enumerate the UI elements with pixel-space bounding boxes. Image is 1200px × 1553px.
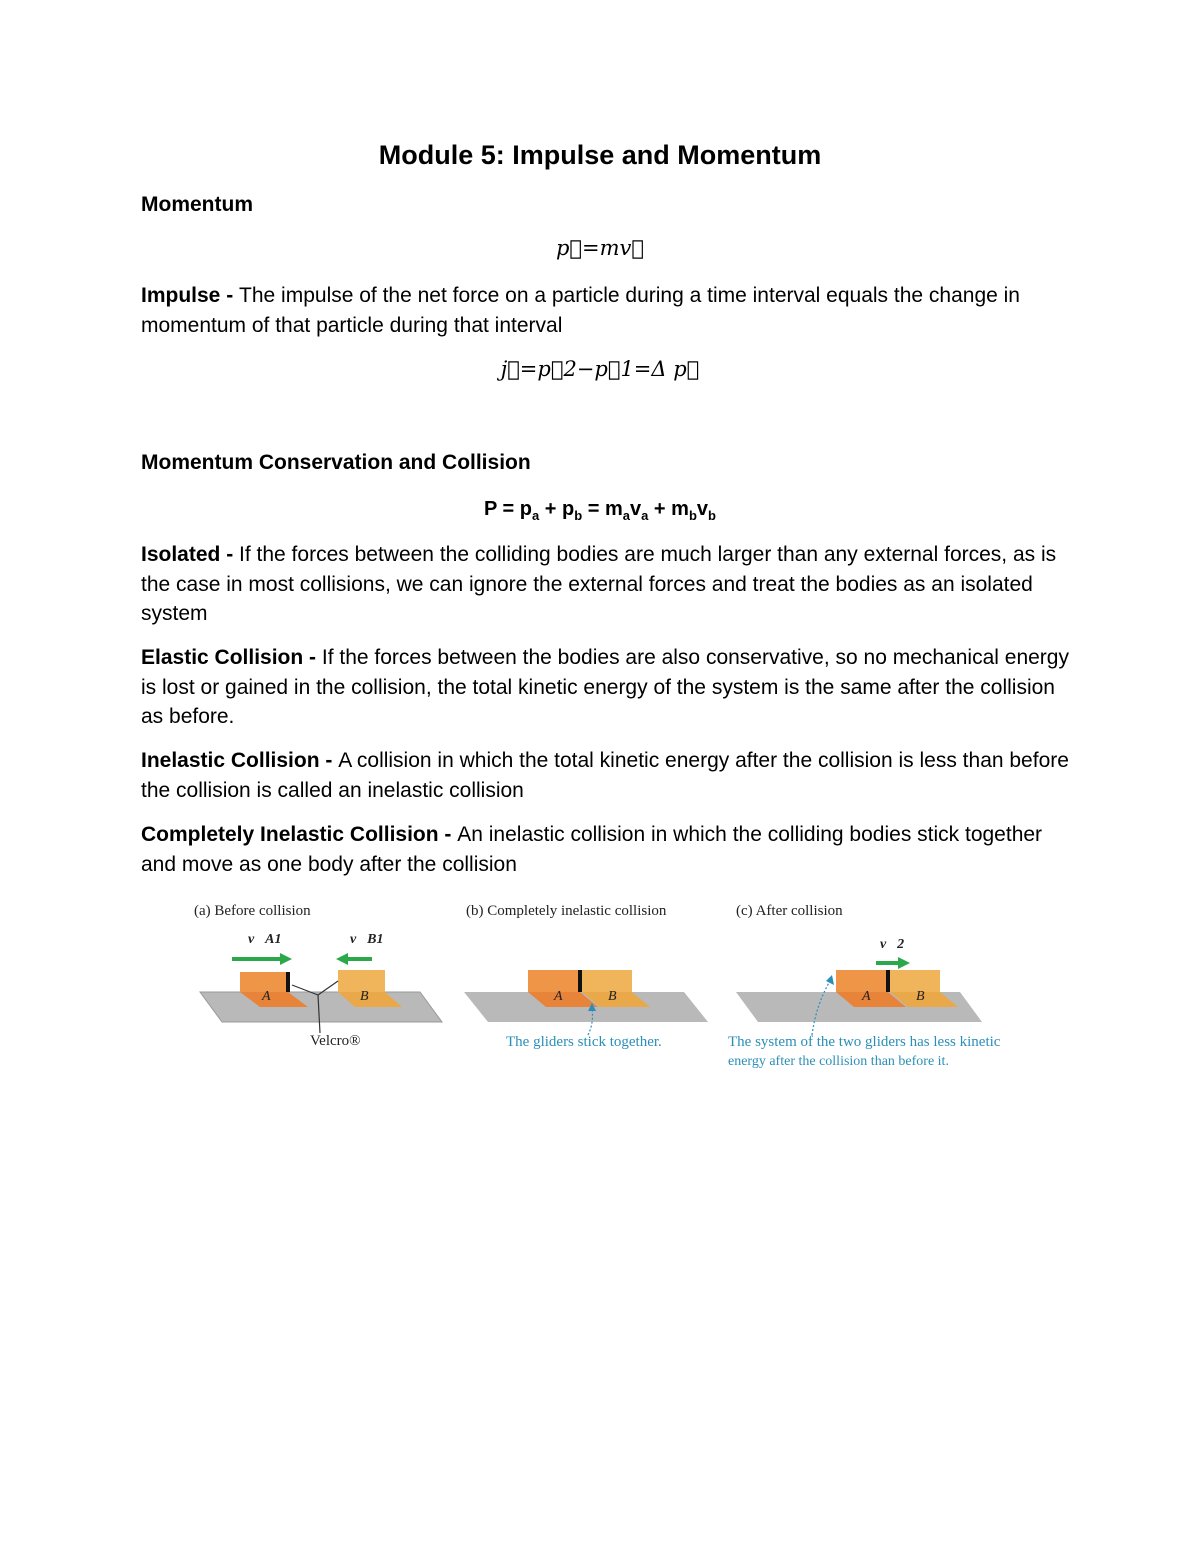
elastic-term: Elastic Collision - <box>141 646 322 669</box>
collision-figure <box>180 895 1040 1075</box>
glider-b-label: B <box>608 989 617 1004</box>
impulse-paragraph <box>141 281 1071 340</box>
isolated-paragraph <box>141 540 1071 629</box>
panel-completely-inelastic <box>464 895 724 1075</box>
glider-a-label: A <box>862 989 871 1004</box>
glider-a-label: A <box>262 989 271 1004</box>
impulse-text: The impulse of the net force on a particle during a time interval equals the change in momentum of that particle during that interval <box>141 284 1020 337</box>
elastic-text: If the forces between the bodies are also conservative, so no mechanical energy is lost or gained in the collision, the total kinetic energy of the system is the same after the collision as before. <box>141 646 1069 728</box>
isolated-term: Isolated - <box>141 543 240 566</box>
completely-inelastic-paragraph <box>141 820 1071 879</box>
panel-after-collision <box>728 895 1040 1075</box>
panel-c-caption-line2: energy after the collision than before it. <box>728 1054 949 1069</box>
isolated-text: If the forces between the colliding bodies are much larger than any external forces, as is the case in most collisions, we can ignore the external forces and treat the bodies as an isolated system <box>141 543 1057 625</box>
panel-before-collision <box>180 895 450 1075</box>
inelastic-paragraph <box>141 746 1071 805</box>
v2-label: v⃗2 <box>880 937 905 952</box>
panel-c-label: (c) After collision <box>736 903 843 919</box>
elastic-paragraph <box>141 643 1071 732</box>
page-title: Module 5: Impulse and Momentum <box>378 140 822 170</box>
momentum-heading: Momentum <box>141 193 253 216</box>
track <box>200 992 442 1022</box>
panel-a-label: (a) Before collision <box>194 903 311 919</box>
glider-b-label: B <box>360 989 369 1004</box>
velcro-label: Velcro® <box>310 1033 361 1049</box>
completely-inelastic-term: Completely Inelastic Collision - <box>141 823 458 846</box>
glider-b-label: B <box>916 989 925 1004</box>
velcro-pad <box>286 972 290 992</box>
conservation-heading: Momentum Conservation and Collision <box>141 451 531 474</box>
panel-c-caption-line1: The system of the two gliders has less kinetic <box>728 1034 1001 1050</box>
inelastic-term: Inelastic Collision - <box>141 749 339 772</box>
va1-label: v⃗A1 <box>248 932 282 947</box>
impulse-formula: j⃗=p⃗2−p⃗1=Δ p⃗ <box>500 357 700 381</box>
inelastic-text: A collision in which the total kinetic energy after the collision is less than before the collision is called an inelastic collision <box>141 749 1069 802</box>
completely-inelastic-text: An inelastic collision in which the colliding bodies stick together and move as one body after the collision <box>141 823 1043 876</box>
conservation-formula: $P = p_a + p_b = m_av_a + m_bv_b$ <box>484 498 716 523</box>
vb1-label: v⃗B1 <box>350 932 384 947</box>
glider-a-label: A <box>554 989 563 1004</box>
panel-b-label: (b) Completely inelastic collision <box>466 903 667 919</box>
impulse-term: Impulse - <box>141 284 240 307</box>
momentum-formula: p⃗=mv⃗ <box>555 236 645 260</box>
panel-b-caption: The gliders stick together. <box>506 1034 662 1050</box>
